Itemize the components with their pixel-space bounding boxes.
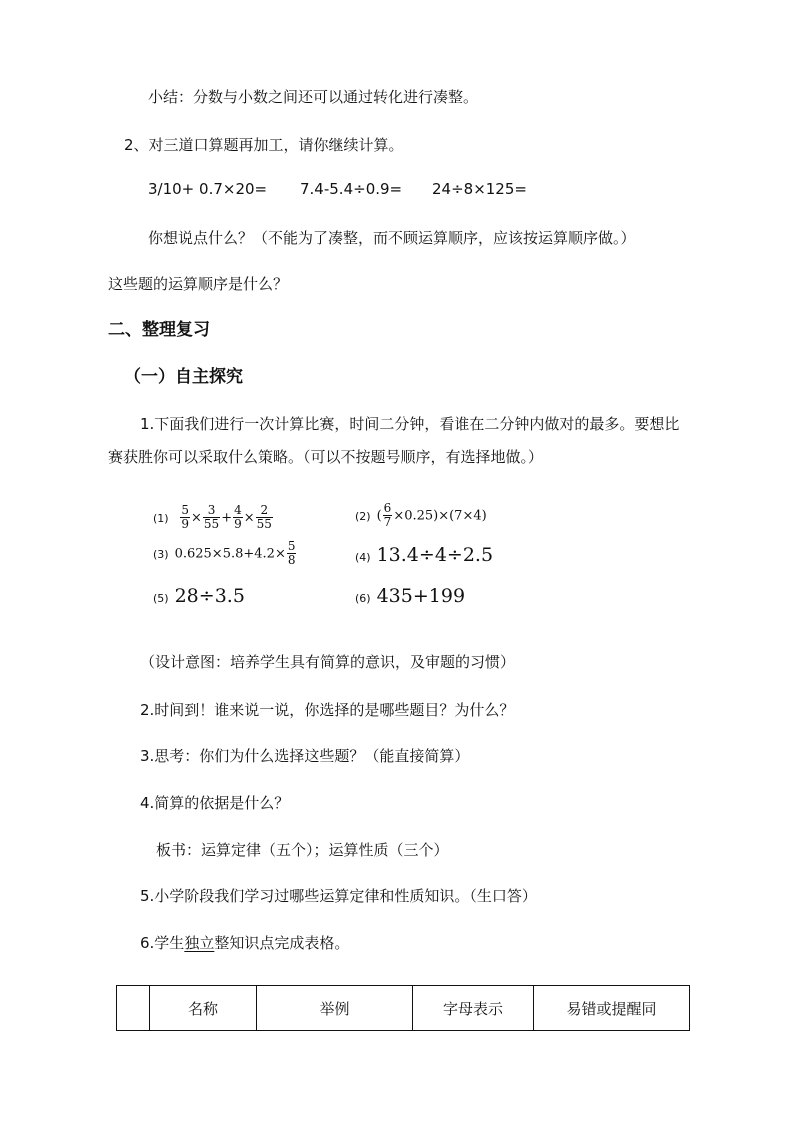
problem-6: (6) 435+199	[355, 585, 466, 607]
paragraph-2: 2.时间到！谁来说一说，你选择的是哪些题目？为什么？	[140, 701, 515, 719]
section-heading: 二、整理复习	[108, 320, 210, 340]
paragraph-1-line-2: 赛获胜你可以采取什么策略。（可以不按题号顺序，有选择地做。）	[108, 448, 544, 466]
paragraph-3: 3.思考：你们为什么选择这些题？（能直接简算）	[140, 747, 470, 765]
table-header-cell: 举例	[257, 986, 413, 1031]
problem-set-figure	[147, 492, 497, 616]
expression-2: 7.4-5.4÷0.9=	[300, 180, 403, 198]
paragraph-6	[140, 933, 349, 953]
design-intent: （设计意图：培养学生具有简算的意识，及审题的习惯）	[140, 653, 516, 671]
table-header-cell: 字母表示	[413, 986, 534, 1031]
problem-1: (1) $\frac{5}{9}$ × $\frac{3}{55}$ + $\frac{4}{9}$ × $\frac{2}{55}$	[153, 503, 272, 531]
problem-4: (4) 13.4÷4÷2.5	[355, 544, 494, 566]
paragraph-6-end: 整知识点完成表格。	[214, 934, 350, 952]
question-2: 2、对三道口算题再加工，请你继续计算。	[124, 136, 404, 154]
subsection-heading: （一）自主探究	[124, 367, 243, 387]
problem-5: (5) 28÷3.5	[153, 585, 245, 607]
problem-3: (3) 0.625×5.8+4.2× $\frac{5}{8}$	[153, 539, 296, 567]
expression-1: 3/10+ 0.7×20=	[148, 180, 268, 198]
table-header-cell: 名称	[150, 986, 257, 1031]
knowledge-table	[116, 985, 690, 1031]
table-header-row	[117, 986, 690, 1031]
summary-text: 小结：分数与小数之间还可以通过转化进行凑整。	[148, 88, 479, 106]
paragraph-6-underlined: 独立	[184, 934, 215, 952]
paragraph-6-start: 6.学生	[140, 934, 185, 952]
paragraph-5: 5.小学阶段我们学习过哪些运算定律和性质知识。（生口答）	[140, 887, 537, 905]
problem-2: (2) ( $\frac{6}{7}$ ×0.25)×(7×4)	[355, 501, 487, 529]
order-question: 这些题的运算顺序是什么？	[108, 275, 289, 293]
table-header-cell	[117, 986, 150, 1031]
table-header-cell: 易错或提醒同	[534, 986, 690, 1031]
paragraph-1-line-1: 1.下面我们进行一次计算比赛，时间二分钟，看谁在二分钟内做对的最多。要想比	[140, 415, 680, 433]
think-prompt: 你想说点什么？（不能为了凑整，而不顾运算顺序，应该按运算顺序做。）	[148, 229, 636, 247]
paragraph-4: 4.简算的依据是什么？	[140, 794, 290, 812]
expression-3: 24÷8×125=	[432, 180, 527, 198]
board-note: 板书：运算定律（五个）；运算性质（三个）	[156, 841, 449, 859]
